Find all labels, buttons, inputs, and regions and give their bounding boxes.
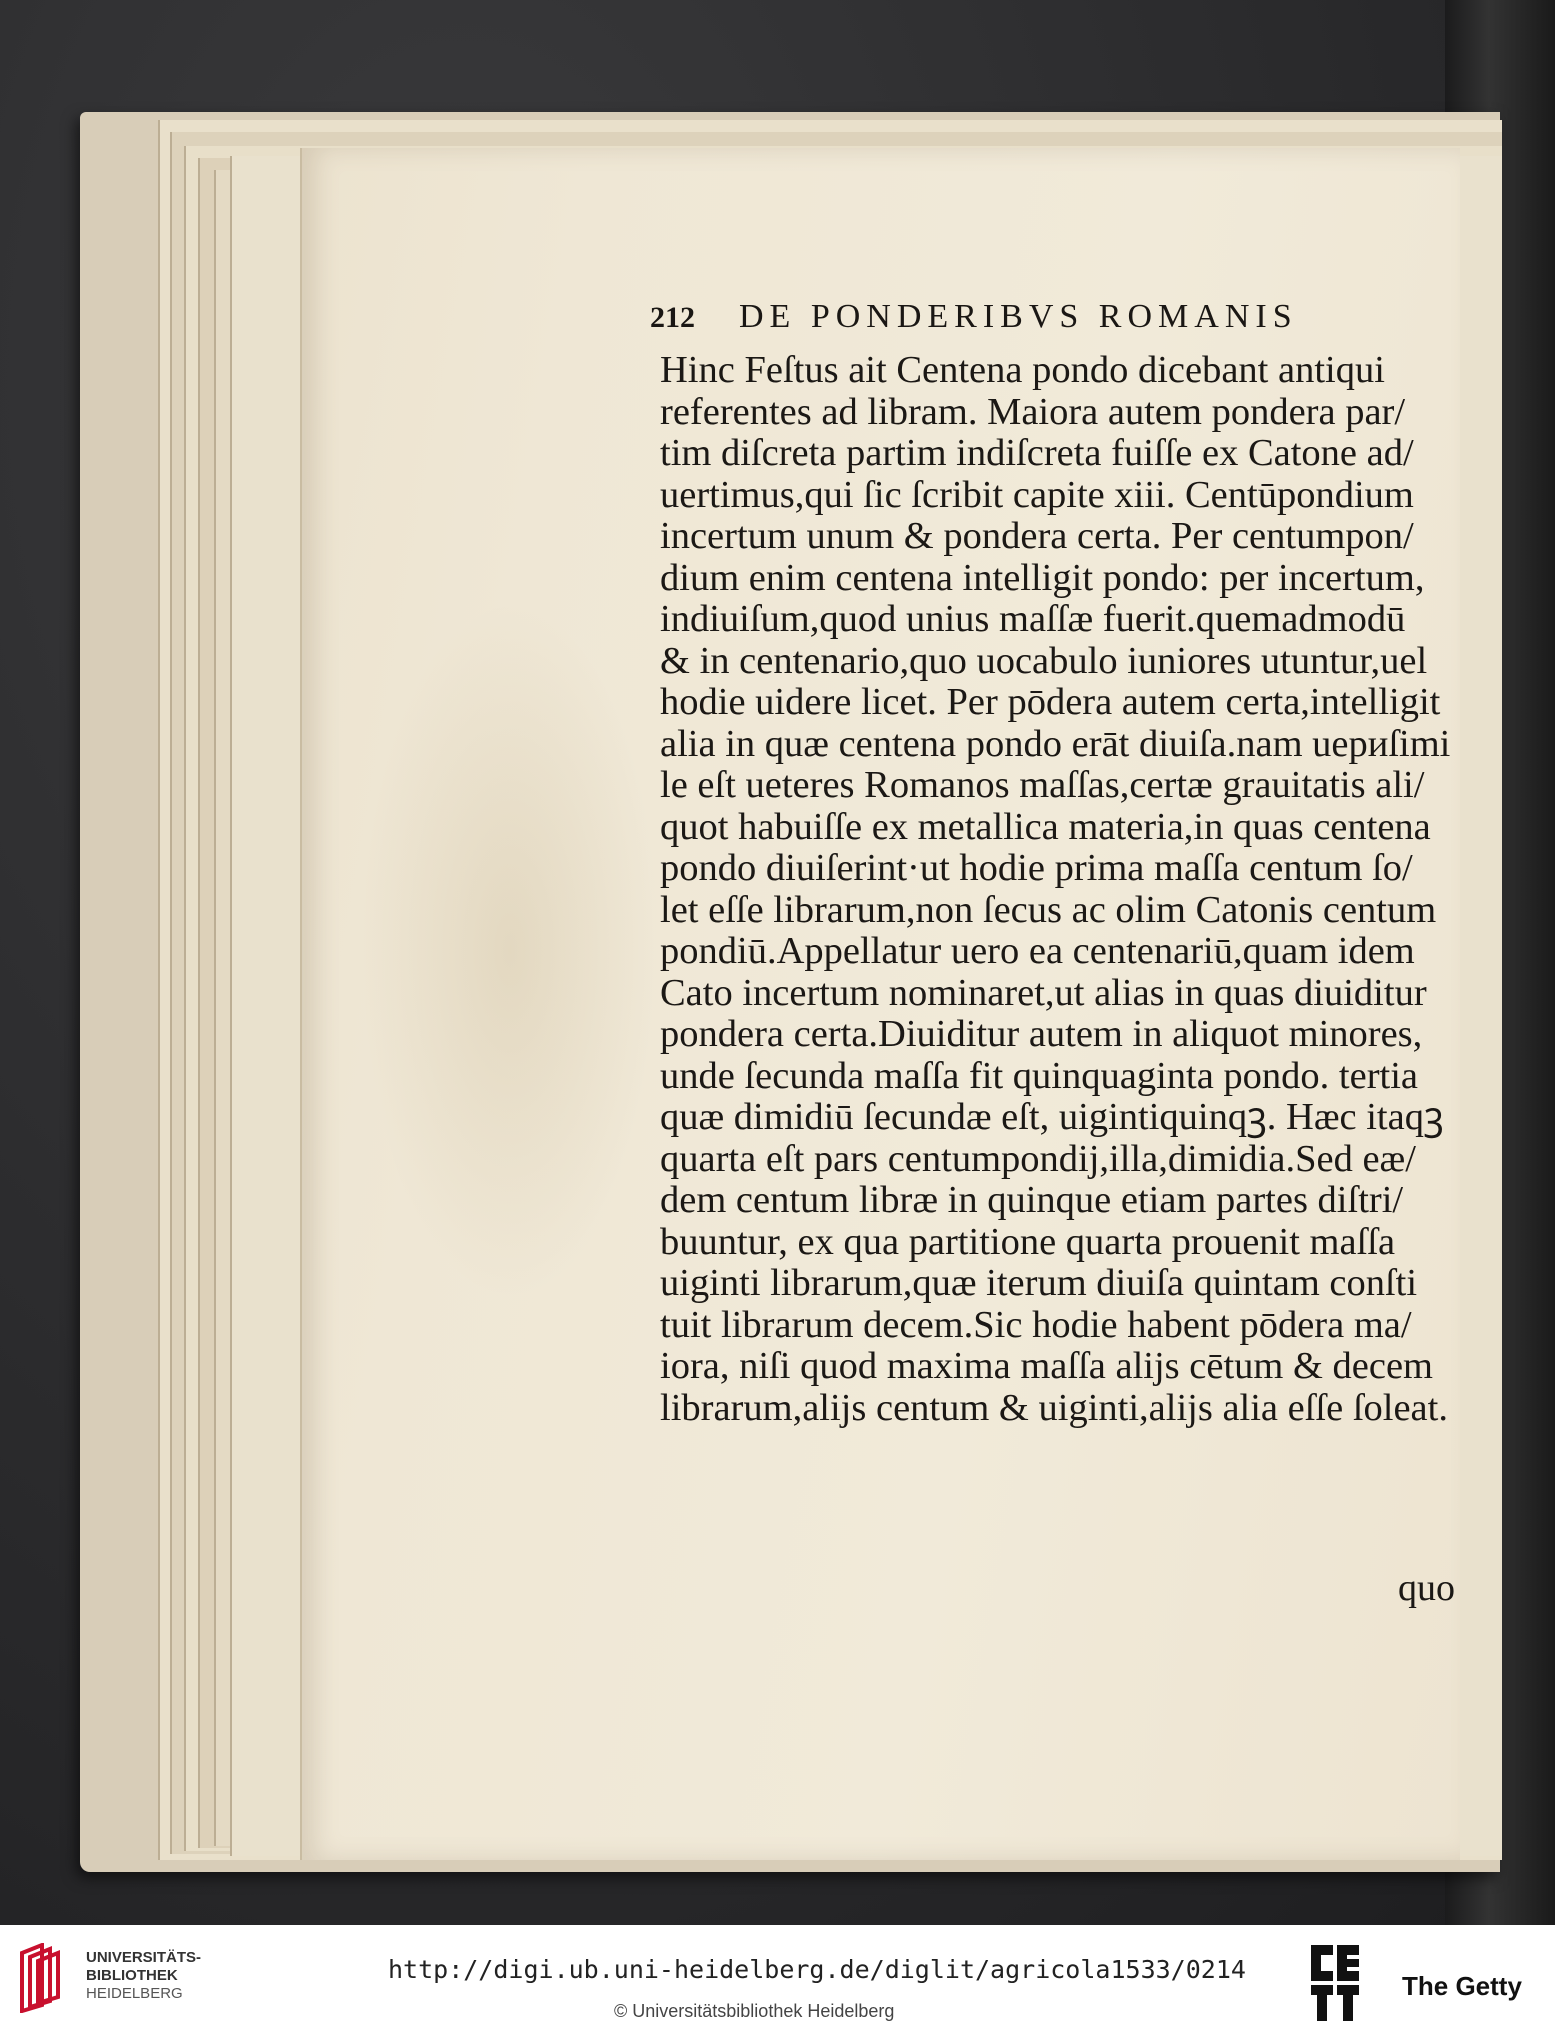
text-line: incertum unum & pondera certa. Per centumpon/ — [660, 515, 1414, 557]
text-line: pondiū.Appellatur uero ea centenariū,quam idem — [660, 930, 1415, 972]
text-line: tuit librarum decem.Sic hodie habent pōdera ma/ — [660, 1303, 1412, 1346]
text-line: buuntur, ex qua partitione quarta prouenit maſſa — [660, 1220, 1396, 1263]
sponsor-name: The Getty — [1402, 1971, 1522, 2001]
text-line: le eſt ueteres Romanos maſſas,certæ grauitatis ali/ — [660, 764, 1425, 806]
text-line: hodie uidere licet. Per pōdera autem certa,intelligit — [660, 681, 1441, 723]
text-line: dem centum libræ in quinque etiam partes diſtri/ — [660, 1179, 1404, 1221]
library-name — [86, 1949, 201, 2003]
catchword: quo — [1398, 1567, 1455, 1609]
text-line: uiginti librarum,quæ iterum diuiſa quintam conſti — [660, 1262, 1418, 1304]
library-name-line: HEIDELBERG — [86, 1985, 183, 2002]
text-line: quot habuiſſe ex metallica materia,in quas centena — [660, 805, 1431, 848]
text-line: & in centenario,quo uocabulo iuniores utuntur,uel — [660, 639, 1428, 682]
text-line: quarta eſt pars centumpondij,illa,dimidia.Sed eæ/ — [660, 1137, 1416, 1180]
text-line: uertimus,qui ſic ſcribit capite xiii. Centūpondium — [660, 473, 1414, 516]
text-line: referentes ad libram. Maiora autem pondera par/ — [660, 390, 1406, 433]
page-stain — [360, 600, 660, 1300]
running-head — [650, 298, 1430, 336]
text-line: pondo diuiſerint·ut hodie prima maſſa centum ſo/ — [660, 847, 1413, 889]
text-line: unde ſecunda maſſa fit quinquaginta pondo. tertia — [660, 1054, 1419, 1097]
viewer-footer — [0, 1925, 1555, 2037]
text-line: iora, niſi quod maxima maſſa alijs cētum & decem — [660, 1345, 1433, 1387]
text-line: librarum,alijs centum & uiginti,alijs alia eſſe ſoleat. — [660, 1386, 1448, 1429]
text-line: pondera certa.Diuiditur autem in aliquot minores, — [660, 1013, 1423, 1055]
copyright-notice: © Universitätsbibliothek Heidelberg — [614, 2001, 895, 2021]
text-line: dium enim centena intelligit pondo: per incertum, — [660, 556, 1425, 599]
page-text — [660, 350, 1470, 1429]
running-head-title: DE PONDERIBVS ROMANIS — [739, 298, 1298, 335]
library-name-line: UNIVERSITÄTS- — [86, 1949, 202, 1966]
text-line: Cato incertum nominaret,ut alias in quas diuiditur — [660, 971, 1427, 1014]
ub-heidelberg-logo-icon — [16, 1943, 72, 2013]
getty-logo-icon — [1307, 1941, 1363, 2025]
permalink-url[interactable]: http://digi.ub.uni-heidelberg.de/diglit/agricola1533/0214 — [388, 1955, 1246, 1984]
library-name-line: BIBLIOTHEK — [86, 1967, 178, 1984]
text-line: indiuiſum,quod unius maſſæ fuerit.quemadmodū — [660, 598, 1406, 640]
text-line: Hinc Feſtus ait Centena pondo dicebant antiqui — [660, 349, 1385, 391]
folio-number: 212 — [650, 301, 695, 334]
text-line: alia in quæ centena pondo erāt diuiſa.nam uериſimi — [660, 722, 1451, 765]
text-line: quæ dimidiū ſecundæ eſt, uigintiquinqꝫ. Hæc itaqꝫ — [660, 1096, 1444, 1138]
text-line: tim diſcreta partim indiſcreta fuiſſe ex Catone ad/ — [660, 432, 1414, 474]
text-line: let eſſe librarum,non ſecus ac olim Catonis centum — [660, 888, 1437, 931]
